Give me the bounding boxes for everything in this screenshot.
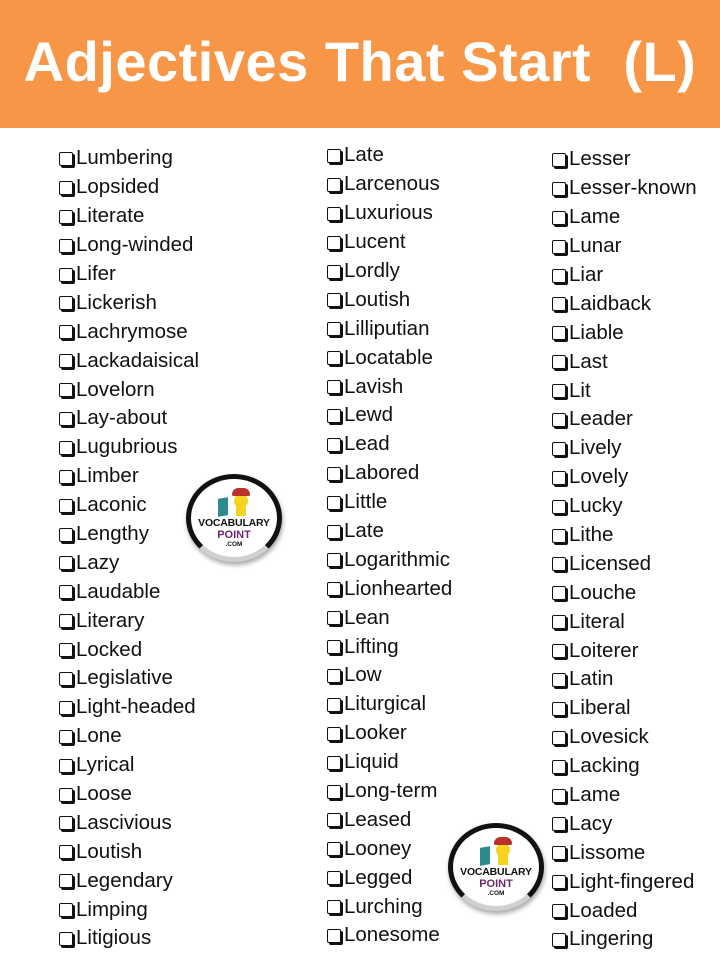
list-item — [59, 866, 199, 895]
list-item — [552, 665, 697, 694]
word-label: Labored — [344, 461, 420, 485]
list-item — [327, 401, 452, 430]
word-column-1 — [59, 144, 199, 953]
checkbox-icon — [327, 871, 341, 885]
word-label: Lugubrious — [76, 435, 178, 459]
word-label: Lacy — [569, 811, 613, 835]
word-label: Literal — [569, 609, 625, 633]
list-item — [552, 723, 697, 752]
list-item — [327, 517, 452, 546]
word-label: Litigious — [76, 926, 152, 950]
checkbox-icon — [552, 529, 566, 543]
checkbox-icon — [327, 236, 341, 250]
logo-domain: .COM — [225, 541, 243, 548]
word-label: Lionhearted — [344, 576, 453, 600]
list-item — [552, 174, 697, 203]
logo-brand: VOCABULARY — [198, 517, 270, 529]
list-item — [59, 404, 199, 433]
checkbox-icon — [552, 615, 566, 629]
list-item — [327, 777, 452, 806]
checkbox-icon — [327, 351, 341, 365]
checkbox-icon — [327, 785, 341, 799]
list-item — [327, 574, 452, 603]
word-column-3 — [552, 145, 697, 954]
list-item — [59, 722, 199, 751]
word-label: Light-fingered — [569, 869, 695, 893]
checkbox-icon — [59, 470, 73, 484]
list-item — [552, 318, 697, 347]
checkbox-icon — [552, 500, 566, 514]
checkbox-icon — [552, 933, 566, 947]
checkbox-icon — [59, 354, 73, 368]
list-item — [552, 549, 697, 578]
checkbox-icon — [59, 556, 73, 570]
word-label: Liquid — [344, 750, 399, 774]
title-banner — [0, 0, 720, 128]
checkbox-icon — [59, 903, 73, 917]
list-item — [59, 635, 199, 664]
list-item — [327, 921, 452, 950]
list-item — [59, 491, 199, 520]
book-icon — [480, 846, 490, 866]
checkbox-icon — [327, 467, 341, 481]
checkbox-icon — [59, 759, 73, 773]
list-item — [327, 690, 452, 719]
word-label: Larcenous — [344, 172, 440, 196]
list-item — [327, 863, 452, 892]
word-label: Liable — [569, 320, 624, 344]
word-label: Lucky — [569, 494, 623, 518]
checkbox-icon — [327, 293, 341, 307]
checkbox-icon — [327, 438, 341, 452]
checkbox-icon — [59, 528, 73, 542]
word-label: Leased — [344, 807, 412, 831]
word-label: Lone — [76, 724, 122, 748]
vocabulary-point-logo — [186, 474, 282, 562]
checkbox-icon — [327, 178, 341, 192]
list-item — [59, 462, 199, 491]
checkbox-icon — [59, 383, 73, 397]
list-item — [552, 838, 697, 867]
word-label: Lickerish — [76, 290, 157, 314]
list-item — [552, 925, 697, 954]
list-item — [552, 376, 697, 405]
checkbox-icon — [59, 268, 73, 282]
word-label: Lit — [569, 378, 591, 402]
word-label: Long-winded — [76, 233, 194, 257]
word-label: Legislative — [76, 666, 173, 690]
checkbox-icon — [552, 557, 566, 571]
word-label: Loiterer — [569, 638, 639, 662]
list-item — [59, 202, 199, 231]
word-label: Loaded — [569, 898, 638, 922]
checkbox-icon — [327, 525, 341, 539]
word-label: Lunar — [569, 234, 622, 258]
list-item — [552, 405, 697, 434]
list-item — [327, 632, 452, 661]
list-item — [552, 232, 697, 261]
list-item — [552, 289, 697, 318]
checkbox-icon — [59, 412, 73, 426]
checkbox-icon — [59, 210, 73, 224]
word-label: Lame — [569, 205, 621, 229]
checkbox-icon — [59, 614, 73, 628]
word-label: Literary — [76, 608, 145, 632]
word-column-2 — [327, 141, 452, 950]
checkbox-icon — [552, 586, 566, 600]
word-label: Light-headed — [76, 695, 196, 719]
list-item — [327, 545, 452, 574]
list-item — [59, 780, 199, 809]
word-label: Lachrymose — [76, 319, 188, 343]
checkbox-icon — [327, 698, 341, 712]
list-item — [327, 343, 452, 372]
checkbox-icon — [552, 384, 566, 398]
word-label: Lithe — [569, 523, 614, 547]
checkbox-icon — [552, 240, 566, 254]
word-label: Lengthy — [76, 522, 149, 546]
checkbox-icon — [59, 845, 73, 859]
list-item — [59, 433, 199, 462]
word-label: Little — [344, 490, 388, 514]
word-label: Laidback — [569, 291, 652, 315]
checkbox-icon — [59, 788, 73, 802]
checkbox-icon — [552, 297, 566, 311]
word-label: Lavish — [344, 374, 404, 398]
checkbox-icon — [327, 669, 341, 683]
word-label: Lovely — [569, 465, 629, 489]
checkbox-icon — [327, 409, 341, 423]
checkbox-icon — [327, 611, 341, 625]
checkbox-icon — [59, 239, 73, 253]
list-item — [552, 694, 697, 723]
word-label: Lead — [344, 432, 390, 456]
list-item — [59, 606, 199, 635]
mascot-icon — [232, 488, 250, 516]
list-item — [552, 607, 697, 636]
word-label: Lurching — [344, 894, 423, 918]
word-label: Last — [569, 349, 608, 373]
checkbox-icon — [552, 673, 566, 687]
word-label: Late — [344, 143, 384, 167]
word-label: Lingering — [569, 927, 654, 951]
checkbox-icon — [59, 932, 73, 946]
word-label: Liturgical — [344, 692, 427, 716]
list-item — [327, 199, 452, 228]
word-label: Latin — [569, 667, 614, 691]
list-item — [59, 895, 199, 924]
word-label: Locked — [76, 637, 143, 661]
checkbox-icon — [59, 325, 73, 339]
list-item — [552, 781, 697, 810]
checkbox-icon — [327, 322, 341, 336]
list-item — [552, 896, 697, 925]
list-item — [327, 719, 452, 748]
checkbox-icon — [552, 442, 566, 456]
list-item — [327, 603, 452, 632]
list-item — [59, 664, 199, 693]
checkbox-icon — [327, 929, 341, 943]
word-label: Lesser-known — [569, 176, 697, 200]
list-item — [327, 892, 452, 921]
checkbox-icon — [327, 380, 341, 394]
word-label: Long-term — [344, 779, 438, 803]
list-item — [327, 141, 452, 170]
checkbox-icon — [327, 207, 341, 221]
checkbox-icon — [59, 730, 73, 744]
checkbox-icon — [59, 672, 73, 686]
list-item — [59, 231, 199, 260]
word-label: Literate — [76, 204, 145, 228]
list-item — [59, 548, 199, 577]
checkbox-icon — [327, 813, 341, 827]
list-item — [327, 228, 452, 257]
checkbox-icon — [552, 702, 566, 716]
word-label: Lifer — [76, 262, 116, 285]
list-item — [327, 834, 452, 863]
list-item — [552, 145, 697, 174]
list-item — [327, 459, 452, 488]
list-item — [59, 288, 199, 317]
checkbox-icon — [552, 846, 566, 860]
list-item — [552, 434, 697, 463]
checkbox-icon — [59, 181, 73, 195]
checkbox-icon — [327, 553, 341, 567]
checkbox-icon — [59, 874, 73, 888]
checkbox-icon — [327, 149, 341, 163]
word-label: Lonesome — [344, 923, 440, 947]
list-item — [327, 372, 452, 401]
logo-sub: POINT — [217, 529, 251, 541]
word-label: Lean — [344, 605, 390, 629]
list-item — [327, 170, 452, 199]
list-item — [552, 521, 697, 550]
checkbox-icon — [552, 789, 566, 803]
list-item — [59, 144, 199, 173]
checkbox-icon — [552, 471, 566, 485]
list-item — [59, 751, 199, 780]
list-item — [59, 924, 199, 953]
word-label: Liberal — [569, 696, 631, 720]
checkbox-icon — [552, 817, 566, 831]
list-item — [327, 285, 452, 314]
list-item — [59, 346, 199, 375]
list-item — [327, 257, 452, 286]
word-label: Lame — [569, 783, 621, 807]
word-label: Lackadaisical — [76, 348, 200, 372]
word-label: Limber — [76, 464, 139, 488]
checkbox-icon — [59, 585, 73, 599]
list-item — [552, 809, 697, 838]
word-label: Luxurious — [344, 201, 433, 225]
checkbox-icon — [59, 499, 73, 513]
checkbox-icon — [327, 265, 341, 279]
word-label: Lacking — [569, 754, 640, 778]
list-item — [59, 808, 199, 837]
list-item — [59, 173, 199, 202]
checkbox-icon — [327, 496, 341, 510]
word-label: Lovelorn — [76, 377, 155, 401]
word-label: Lilliputian — [344, 316, 430, 340]
word-label: Lively — [569, 436, 622, 460]
word-label: Loose — [76, 782, 132, 806]
checkbox-icon — [552, 355, 566, 369]
word-label: Lyrical — [76, 753, 135, 777]
checkbox-icon — [59, 701, 73, 715]
logo-domain: .COM — [487, 890, 505, 897]
list-item — [552, 203, 697, 232]
checkbox-icon — [552, 904, 566, 918]
checkbox-icon — [327, 756, 341, 770]
checkbox-icon — [59, 816, 73, 830]
checkbox-icon — [552, 269, 566, 283]
word-label: Limping — [76, 897, 148, 921]
list-item — [327, 430, 452, 459]
list-item — [552, 578, 697, 607]
word-label: Leader — [569, 407, 633, 431]
list-item — [59, 693, 199, 722]
word-label: Lay-about — [76, 406, 168, 430]
list-item — [327, 488, 452, 517]
list-item — [552, 492, 697, 521]
list-item — [552, 347, 697, 376]
word-label: Locatable — [344, 345, 433, 369]
list-item — [552, 636, 697, 665]
word-label: Lucent — [344, 230, 406, 254]
word-label: Loutish — [344, 287, 411, 311]
list-item — [327, 805, 452, 834]
logo-sub: POINT — [479, 878, 513, 890]
checkbox-icon — [327, 727, 341, 741]
checkbox-icon — [552, 731, 566, 745]
checkbox-icon — [552, 326, 566, 340]
word-label: Laudable — [76, 579, 161, 603]
list-item — [552, 752, 697, 781]
list-item — [552, 463, 697, 492]
list-item — [59, 577, 199, 606]
checkbox-icon — [552, 644, 566, 658]
checkbox-icon — [552, 413, 566, 427]
mascot-icon — [494, 837, 512, 865]
page-title: Adjectives That Start (L) — [23, 29, 697, 93]
checkbox-icon — [552, 875, 566, 889]
word-label: Legged — [344, 865, 413, 889]
word-label: Lifting — [344, 634, 399, 658]
word-label: Lissome — [569, 840, 646, 864]
word-label: Loutish — [76, 839, 143, 863]
word-label: Legendary — [76, 868, 173, 892]
list-item — [59, 317, 199, 346]
word-label: Lumbering — [76, 146, 173, 170]
list-item — [59, 837, 199, 866]
vocabulary-point-logo — [448, 823, 544, 911]
list-item — [327, 748, 452, 777]
word-label: Lopsided — [76, 175, 160, 199]
list-item — [552, 261, 697, 290]
checkbox-icon — [59, 441, 73, 455]
checkbox-icon — [327, 842, 341, 856]
list-item — [59, 260, 199, 289]
word-label: Lovesick — [569, 725, 649, 749]
book-icon — [218, 497, 228, 517]
list-item — [59, 520, 199, 549]
word-label: Logarithmic — [344, 547, 450, 571]
checkbox-icon — [327, 900, 341, 914]
logo-brand: VOCABULARY — [460, 866, 532, 878]
word-label: Looney — [344, 836, 412, 860]
word-label: Looker — [344, 721, 407, 745]
list-item — [327, 661, 452, 690]
word-label: Lazy — [76, 550, 120, 574]
checkbox-icon — [59, 152, 73, 166]
list-item — [327, 314, 452, 343]
word-label: Licensed — [569, 551, 652, 575]
word-label: Louche — [569, 580, 637, 604]
checkbox-icon — [552, 211, 566, 225]
word-label: Late — [344, 519, 384, 543]
word-label: Low — [344, 663, 382, 687]
word-label: Lordly — [344, 259, 400, 282]
checkbox-icon — [552, 182, 566, 196]
checkbox-icon — [327, 582, 341, 596]
word-label: Lewd — [344, 403, 394, 427]
list-item — [59, 375, 199, 404]
list-item — [552, 867, 697, 896]
checkbox-icon — [59, 296, 73, 310]
word-label: Lesser — [569, 147, 631, 171]
word-label: Lascivious — [76, 810, 172, 834]
checkbox-icon — [552, 153, 566, 167]
word-label: Laconic — [76, 493, 147, 517]
checkbox-icon — [552, 760, 566, 774]
checkbox-icon — [59, 643, 73, 657]
word-label: Liar — [569, 263, 604, 286]
checkbox-icon — [327, 640, 341, 654]
